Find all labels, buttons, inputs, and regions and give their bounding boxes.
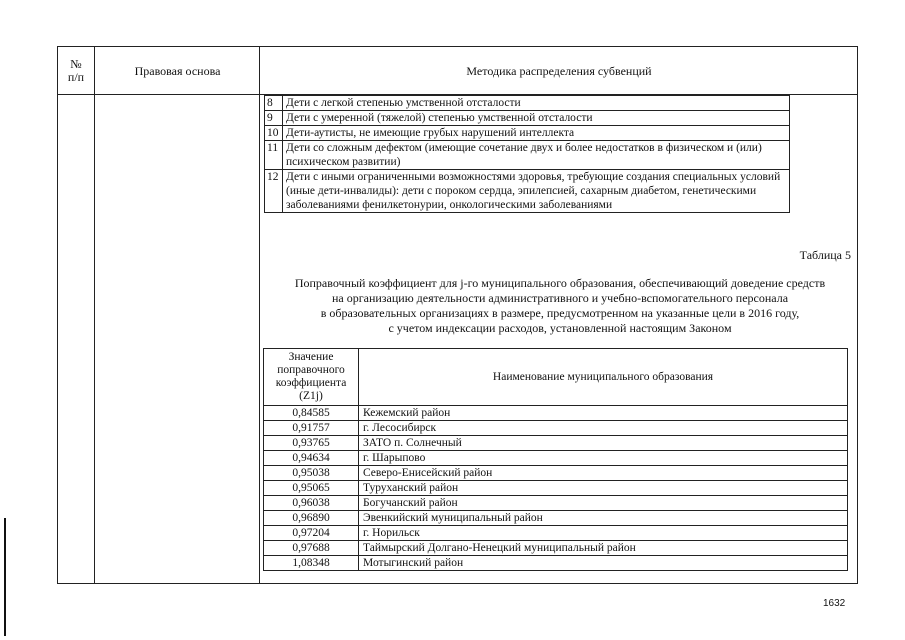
category-text: Дети со сложным дефектом (имеющие сочетание двух и более недостатков в физическом и (или) психическом развитии) [283, 141, 790, 170]
table-label: Таблица 5 [799, 248, 851, 262]
coef-header-row [264, 349, 848, 406]
category-row [265, 96, 790, 111]
coef-header-name: Наименование муниципального образования [359, 349, 848, 406]
caption-line: в образовательных организациях в размере, предусмотренном на указанные цели в 2016 году, [320, 306, 800, 320]
coefficient-table [263, 348, 848, 571]
category-row [265, 126, 790, 141]
category-text: Дети с умеренной (тяжелой) степенью умственной отсталости [283, 111, 790, 126]
municipality-name: г. Лесосибирск [359, 421, 848, 436]
coef-value: 0,93765 [264, 436, 359, 451]
coef-value: 0,91757 [264, 421, 359, 436]
municipality-name: Богучанский район [359, 496, 848, 511]
caption-line: на организацию деятельности административного и учебно-вспомогательного персонала [331, 291, 789, 305]
coef-value: 0,96038 [264, 496, 359, 511]
coef-row [264, 541, 848, 556]
municipality-name: Северо-Енисейский район [359, 466, 848, 481]
municipality-name: Кежемский район [359, 406, 848, 421]
caption-line: Поправочный коэффициент для j-го муниципального образования, обеспечивающий доведение средств [294, 276, 826, 290]
coef-value: 0,97204 [264, 526, 359, 541]
coef-row [264, 496, 848, 511]
table-caption [264, 276, 856, 336]
category-row [265, 170, 790, 213]
coef-value: 0,96890 [264, 511, 359, 526]
category-text: Дети-аутисты, не имеющие грубых нарушений интеллекта [283, 126, 790, 141]
header-col-method: Методика распределения субвенций [466, 64, 652, 78]
municipality-name: Таймырский Долгано-Ненецкий муниципальный район [359, 541, 848, 556]
municipality-name: Эвенкийский муниципальный район [359, 511, 848, 526]
category-number: 11 [265, 141, 283, 170]
category-number: 8 [265, 96, 283, 111]
coef-value: 0,97688 [264, 541, 359, 556]
column-divider [259, 47, 260, 583]
coef-row [264, 406, 848, 421]
coef-row [264, 421, 848, 436]
municipality-name: г. Норильск [359, 526, 848, 541]
municipality-name: Туруханский район [359, 481, 848, 496]
category-row [265, 111, 790, 126]
caption-line: с учетом индексации расходов, установленной настоящим Законом [388, 321, 732, 335]
header-col-legal: Правовая основа [134, 64, 221, 78]
coef-header-value: Значение поправочного коэффициента (Z1j) [264, 349, 359, 406]
coef-row [264, 436, 848, 451]
page-number: 1632 [823, 598, 846, 609]
coef-row [264, 466, 848, 481]
header-col-num: № п/п [67, 57, 85, 84]
coef-row [264, 526, 848, 541]
category-text: Дети с легкой степенью умственной отсталости [283, 96, 790, 111]
category-number: 12 [265, 170, 283, 213]
category-number: 9 [265, 111, 283, 126]
municipality-name: ЗАТО п. Солнечный [359, 436, 848, 451]
municipality-name: г. Шарыпово [359, 451, 848, 466]
coef-value: 0,94634 [264, 451, 359, 466]
category-table [264, 95, 790, 213]
coef-value: 0,95038 [264, 466, 359, 481]
margin-scan-mark [4, 518, 6, 636]
coef-row [264, 511, 848, 526]
category-text: Дети с иными ограниченными возможностями здоровья, требующие создания специальных условий (иные дети-инвалиды): дети с пороком сердца, эпилепсией, сахарным диабетом, генетическими заболеваниями фенилкетонурии, онкологическими заболеваниями [283, 170, 790, 213]
category-row [265, 141, 790, 170]
coef-row [264, 556, 848, 571]
municipality-name: Мотыгинский район [359, 556, 848, 571]
coef-value: 1,08348 [264, 556, 359, 571]
coef-row [264, 451, 848, 466]
column-divider [94, 47, 95, 583]
coef-value: 0,95065 [264, 481, 359, 496]
category-number: 10 [265, 126, 283, 141]
coef-row [264, 481, 848, 496]
coef-value: 0,84585 [264, 406, 359, 421]
